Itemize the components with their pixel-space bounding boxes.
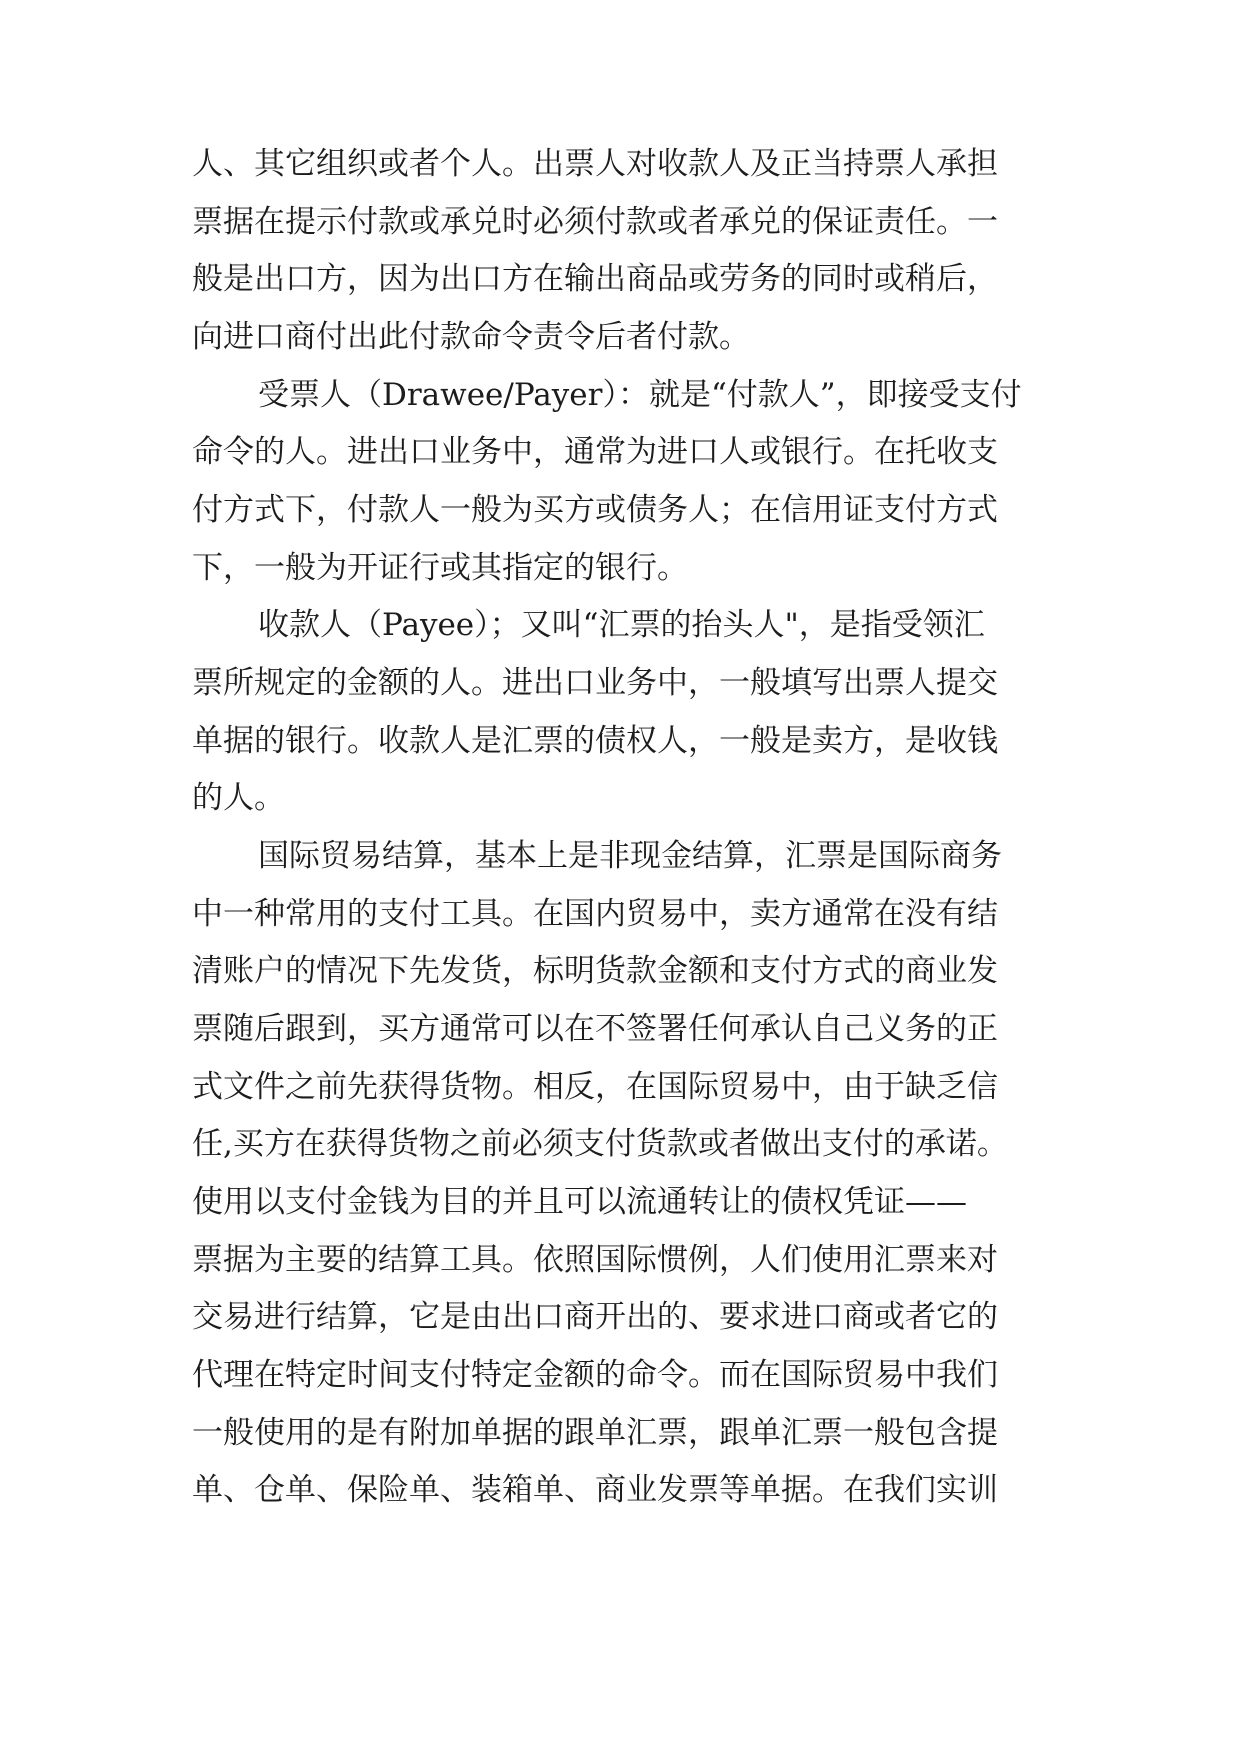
text-line: 单、仓单、保险单、装箱单、商业发票等单据。在我们实训 [192, 1472, 998, 1508]
text-line: 式文件之前先获得货物。相反，在国际贸易中，由于缺乏信 [192, 1069, 998, 1105]
text-line: 代理在特定时间支付特定金额的命令。而在国际贸易中我们 [192, 1357, 998, 1393]
text-line: 票随后跟到，买方通常可以在不签署任何承认自己义务的正 [192, 1011, 998, 1047]
text-line: 人、其它组织或者个人。出票人对收款人及正当持票人承担 [192, 146, 998, 182]
text-line: 交易进行结算，它是由出口商开出的、要求进口商或者它的 [192, 1299, 998, 1335]
text-line: 票所规定的金额的人。进出口业务中，一般填写出票人提交 [192, 665, 998, 701]
paragraph-first-line: 受票人（Drawee/Payer）：就是“付款人”，即接受支付 [258, 377, 1022, 413]
text-line: 票据在提示付款或承兑时必须付款或者承兑的保证责任。一 [192, 204, 998, 240]
text-line: 中一种常用的支付工具。在国内贸易中，卖方通常在没有结 [192, 896, 998, 932]
text-line: 任,买方在获得货物之前必须支付货款或者做出支付的承诺。 [192, 1126, 1008, 1162]
text-line: 一般使用的是有附加单据的跟单汇票，跟单汇票一般包含提 [192, 1415, 998, 1451]
text-line: 命令的人。进出口业务中，通常为进口人或银行。在托收支 [192, 434, 998, 470]
text-line: 单据的银行。收款人是汇票的债权人，一般是卖方，是收钱 [192, 723, 998, 759]
text-line: 使用以支付金钱为目的并且可以流通转让的债权凭证—— [192, 1184, 967, 1220]
text-line: 票据为主要的结算工具。依照国际惯例，人们使用汇票来对 [192, 1242, 998, 1278]
text-line: 清账户的情况下先发货，标明货款金额和支付方式的商业发 [192, 953, 998, 989]
paragraph-first-line: 国际贸易结算，基本上是非现金结算，汇票是国际商务 [258, 838, 1002, 874]
text-line: 般是出口方，因为出口方在输出商品或劳务的同时或稍后， [192, 261, 998, 297]
text-line: 下，一般为开证行或其指定的银行。 [192, 550, 688, 586]
text-line: 的人。 [192, 780, 285, 816]
text-line: 向进口商付出此付款命令责令后者付款。 [192, 319, 750, 355]
text-line: 付方式下，付款人一般为买方或债务人；在信用证支付方式 [192, 492, 998, 528]
paragraph-first-line: 收款人（Payee）；又叫“汇票的抬头人"，是指受领汇 [258, 607, 985, 643]
